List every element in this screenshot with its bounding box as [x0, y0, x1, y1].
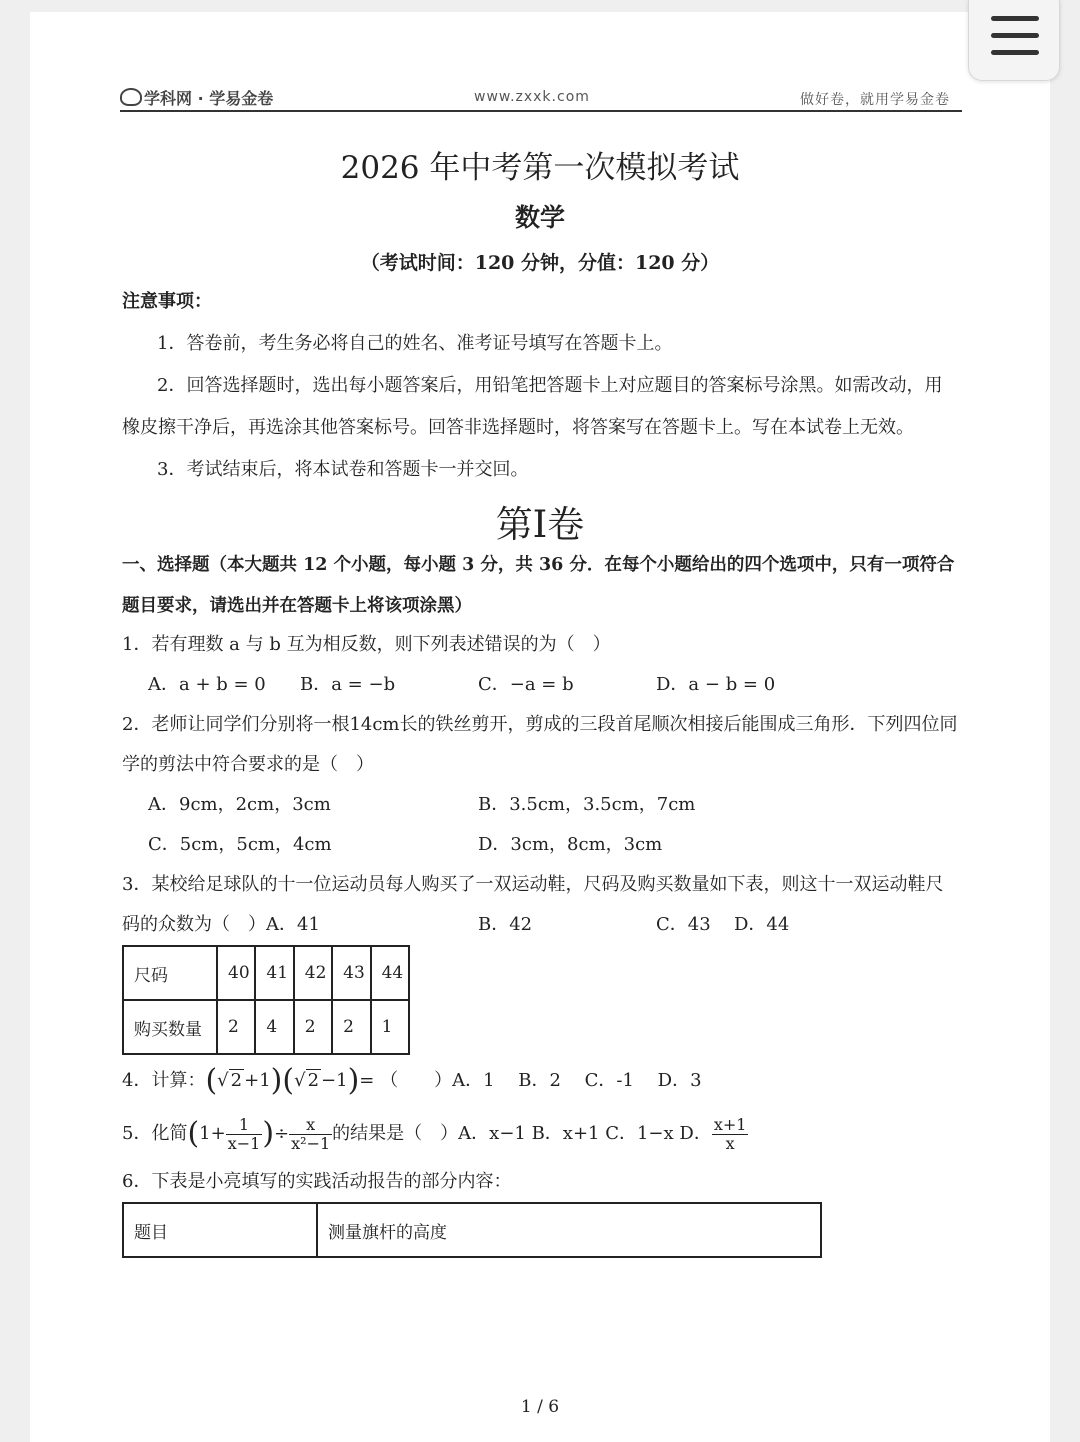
table-cell: 题目 — [123, 1203, 317, 1257]
q2-option-d: D．3cm，8cm，3cm — [478, 834, 663, 855]
notice-heading: 注意事项： — [122, 291, 212, 312]
site-url: www.zxxk.com — [474, 89, 590, 105]
table-row — [123, 1000, 409, 1054]
q1-option-d: D．a − b = 0 — [656, 674, 776, 695]
table-row — [123, 946, 409, 1000]
menu-button[interactable] — [968, 0, 1060, 81]
q4-tail: = （ ）A．1 B．2 C．-1 D．3 — [359, 1070, 702, 1091]
q1-stem: 1．若有理数 a 与 b 互为相反数，则下列表述错误的为（ ） — [122, 634, 611, 655]
table-cell: 2 — [294, 1000, 332, 1054]
fraction-denominator: x — [725, 1133, 735, 1153]
table-cell: 40 — [217, 946, 255, 1000]
table-cell: 1 — [371, 1000, 409, 1054]
fraction-denominator: x²−1 — [291, 1133, 331, 1153]
q3-option-d: D．44 — [734, 914, 790, 935]
notice-item-2-line-2: 橡皮擦干净后，再选涂其他答案标号。回答非选择题时，将答案写在答题卡上。写在本试卷上无效。 — [122, 417, 914, 438]
q4-one-a: 1 — [259, 1070, 271, 1091]
q5-divide: ÷ — [274, 1123, 290, 1144]
sqrt-symbol: √ — [294, 1070, 306, 1091]
sqrt-radicand: 2 — [230, 1070, 243, 1091]
table-cell: 41 — [255, 946, 293, 1000]
q5-prefix: 5．化简 — [122, 1123, 188, 1144]
notice-item-1: 1．答卷前，考生务必将自己的姓名、准考证号填写在答题卡上。 — [157, 333, 673, 354]
section-heading-line-1: 一、选择题（本大题共 12 个小题，每小题 3 分，共 36 分．在每个小题给出的四个选项中，只有一项符合 — [122, 555, 955, 575]
q2-option-a: A．9cm，2cm，3cm — [148, 794, 331, 815]
notice-item-3: 3．考试结束后，将本试卷和答题卡一并交回。 — [157, 459, 529, 480]
sqrt-symbol: √ — [217, 1070, 229, 1091]
plus-one: + — [244, 1070, 260, 1091]
table-cell: 43 — [332, 946, 370, 1000]
q6-stem: 6．下表是小亮填写的实践活动报告的部分内容： — [122, 1171, 512, 1192]
table-cell: 42 — [294, 946, 332, 1000]
exam-info: （考试时间：120 分钟，分值：120 分） — [360, 252, 720, 274]
owl-logo-icon — [120, 88, 142, 106]
shoe-size-table — [122, 945, 410, 1055]
logo-text: 学科网 · 学易金卷 — [144, 89, 274, 108]
table-cell: 2 — [332, 1000, 370, 1054]
fraction-denominator: x−1 — [227, 1133, 261, 1153]
fraction-numerator: x — [289, 1116, 332, 1135]
table-cell: 44 — [371, 946, 409, 1000]
table-cell: 4 — [255, 1000, 293, 1054]
table-cell: 尺码 — [123, 946, 217, 1000]
q4-one-b: 1 — [336, 1070, 348, 1091]
exam-title: 2026 年中考第一次模拟考试 — [340, 150, 740, 186]
fraction — [712, 1116, 749, 1153]
hamburger-icon-bar — [991, 33, 1039, 38]
hamburger-icon-bar — [991, 50, 1039, 55]
math-paren: ) — [262, 1116, 275, 1151]
math-paren: ( — [187, 1116, 200, 1151]
q5-tail: 的结果是（ ）A．x−1 B．x+1 C．1−x D． — [332, 1123, 712, 1144]
table-cell: 2 — [217, 1000, 255, 1054]
q2-stem-line-1: 2．老师让同学们分别将一根14cm长的铁丝剪开，剪成的三段首尾顺次相接后能围成三角形．下列四位同 — [122, 714, 958, 735]
fraction-numerator: 1 — [226, 1116, 263, 1135]
q2-stem-line-2: 学的剪法中符合要求的是（ ） — [122, 754, 374, 775]
fraction — [226, 1116, 263, 1153]
q1-option-a: A．a + b = 0 — [148, 674, 266, 695]
q2-option-b: B．3.5cm，3.5cm，7cm — [478, 794, 696, 815]
q5 — [122, 1114, 748, 1154]
hamburger-icon — [991, 16, 1039, 21]
q3-stem-line-1: 3．某校给足球队的十一位运动员每人购买了一双运动鞋，尺码及购买数量如下表，则这十一双运动鞋尺 — [122, 874, 944, 895]
page-number: 1 / 6 — [520, 1397, 560, 1417]
q2-option-c: C．5cm，5cm，4cm — [148, 834, 332, 855]
site-logo — [120, 86, 273, 109]
header-slogan: 做好卷，就用学易金卷 — [800, 92, 950, 108]
q4-prefix: 4．计算： — [122, 1070, 206, 1091]
table-cell: 购买数量 — [123, 1000, 217, 1054]
q1-option-c: C．−a = b — [478, 674, 574, 695]
q3-stem-line-2: 码的众数为（ ）A．41 — [122, 914, 320, 935]
fraction — [289, 1116, 332, 1153]
fraction-numerator: x+1 — [713, 1114, 747, 1134]
exam-subject: 数学 — [514, 203, 565, 232]
q3-option-b: B．42 — [478, 914, 533, 935]
activity-report-table — [122, 1202, 822, 1258]
math-paren: ) — [347, 1063, 360, 1098]
section-heading-line-2: 题目要求，请选出并在答题卡上将该项涂黑） — [122, 596, 472, 616]
notice-item-2-line-1: 2．回答选择题时，选出每小题答案后，用铅笔把答题卡上对应题目的答案标号涂黑。如需改动，用 — [157, 375, 943, 396]
volume-heading: 第I卷 — [495, 503, 585, 546]
table-row — [123, 1203, 821, 1257]
table-cell: 测量旗杆的高度 — [317, 1203, 821, 1257]
sqrt-radicand: 2 — [307, 1070, 320, 1091]
q1-option-b: B．a = −b — [300, 674, 396, 695]
minus-one: − — [321, 1070, 337, 1091]
q5-one-plus: 1+ — [199, 1123, 226, 1144]
header-divider — [120, 110, 962, 112]
math-paren: ( — [205, 1063, 218, 1098]
math-paren: )( — [270, 1063, 295, 1098]
q3-option-c: C．43 — [656, 914, 711, 935]
q4 — [122, 1063, 702, 1098]
